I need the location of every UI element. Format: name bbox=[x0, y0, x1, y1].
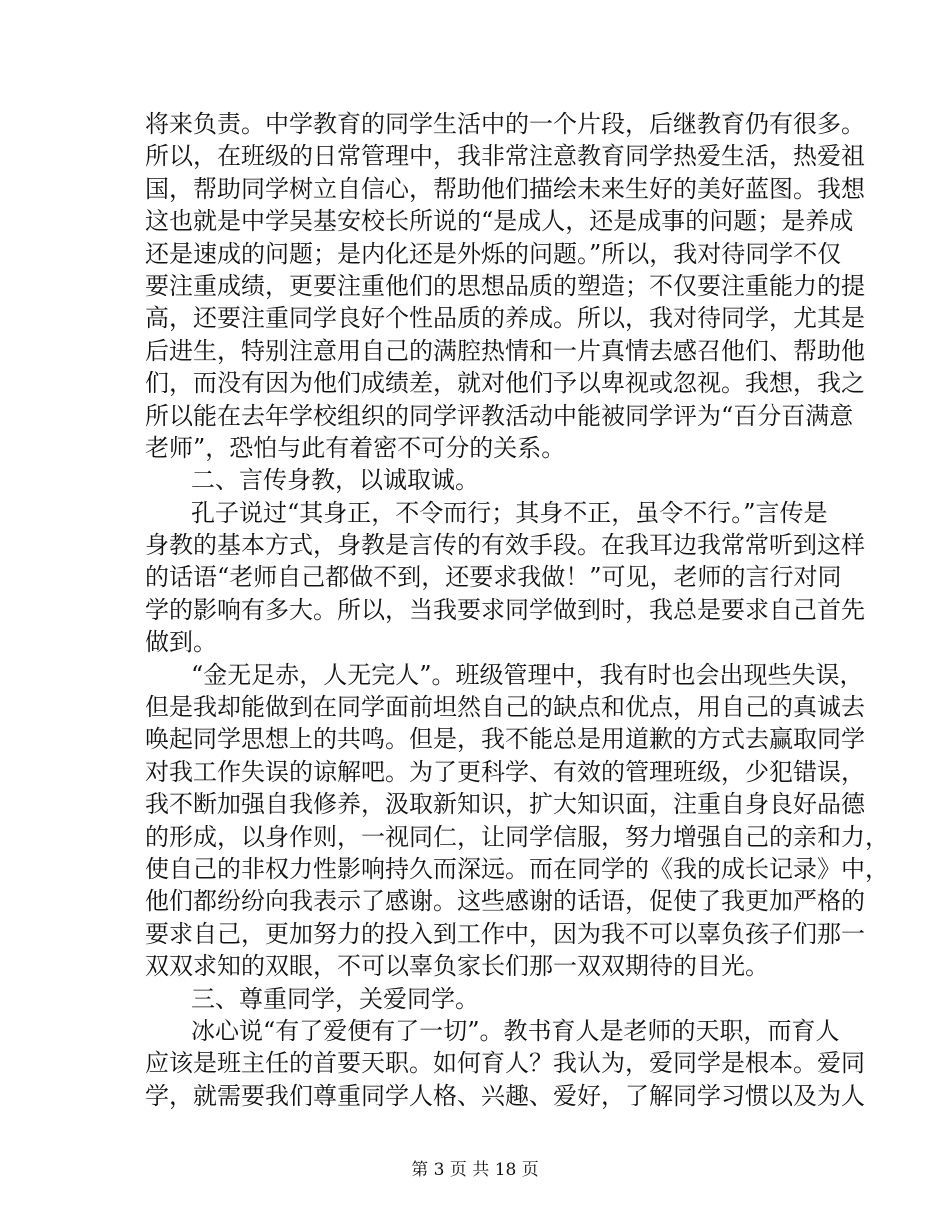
text-line: 使自己的非权力性影响持久而深远。而在同学的《我的成长记录》中， bbox=[145, 854, 889, 883]
section-heading: 二、言传身教，以诚取诚。 bbox=[191, 466, 479, 495]
text-line: 还是速成的问题；是内化还是外烁的问题。”所以，我对待同学不仅 bbox=[145, 239, 842, 268]
text-line: 冰心说“有了爱便有了一切”。教书育人是老师的天职，而育人 bbox=[191, 1016, 840, 1045]
text-line: 老师”，恐怕与此有着密不可分的关系。 bbox=[145, 433, 566, 462]
text-line: 做到。 bbox=[145, 628, 217, 657]
text-line: 将来负责。中学教育的同学生活中的一个片段，后继教育仍有很多。 bbox=[145, 110, 865, 138]
text-line: 学，就需要我们尊重同学人格、兴趣、爱好，了解同学习惯以及为人 bbox=[145, 1081, 865, 1110]
text-line: 这也就是中学吴基安校长所说的“是成人，还是成事的问题；是养成 bbox=[145, 207, 854, 236]
page-footer bbox=[0, 1155, 950, 1180]
text-line: 双双求知的双眼，不可以辜负家长们那一双双期待的目光。 bbox=[145, 952, 769, 981]
text-line: 唤起同学思想上的共鸣。但是，我不能总是用道歉的方式去赢取同学 bbox=[145, 725, 865, 754]
text-line: 所以能在去年学校组织的同学评教活动中能被同学评为“百分百满意 bbox=[145, 401, 854, 430]
text-line: 应该是班主任的首要天职。如何育人？我认为，爱同学是根本。爱同 bbox=[145, 1049, 865, 1078]
text-line: 的形成，以身作则，一视同仁，让同学信服，努力增强自己的亲和力， bbox=[145, 822, 889, 851]
text-line: 他们都纷纷向我表示了感谢。这些感谢的话语，促使了我更加严格的 bbox=[145, 887, 865, 916]
text-line: 对我工作失误的谅解吧。为了更科学、有效的管理班级，少犯错误， bbox=[145, 757, 865, 786]
text-line: 要求自己，更加努力的投入到工作中，因为我不可以辜负孩子们那一 bbox=[145, 919, 865, 948]
text-line: 所以，在班级的日常管理中，我非常注意教育同学热爱生活，热爱祖 bbox=[145, 142, 865, 171]
text-line: 身教的基本方式，身教是言传的有效手段。在我耳边我常常听到这样 bbox=[145, 531, 865, 560]
text-line: 孔子说过“其身正，不令而行；其身不正，虽令不行。”言传是 bbox=[191, 498, 828, 527]
page-number-label: 第 3 页 共 18 页 bbox=[411, 1160, 539, 1180]
text-line: 学的影响有多大。所以，当我要求同学做到时，我总是要求自己首先 bbox=[145, 595, 865, 624]
text-line: 的话语“老师自己都做不到，还要求我做！”可见，老师的言行对同 bbox=[145, 563, 842, 592]
text-line: 我不断加强自我修养，汲取新知识，扩大知识面，注重自身良好品德 bbox=[145, 790, 865, 819]
text-line: 国，帮助同学树立自信心，帮助他们描绘未来生好的美好蓝图。我想 bbox=[145, 174, 865, 203]
text-line: 后进生，特别注意用自己的满腔热情和一片真情去感召他们、帮助他 bbox=[145, 336, 865, 365]
text-line: 高，还要注重同学良好个性品质的养成。所以，我对待同学，尤其是 bbox=[145, 304, 865, 333]
text-line: 但是我却能做到在同学面前坦然自己的缺点和优点，用自己的真诚去 bbox=[145, 693, 865, 722]
text-line: 要注重成绩，更要注重他们的思想品质的塑造；不仅要注重能力的提 bbox=[145, 271, 865, 300]
section-heading: 三、尊重同学，关爱同学。 bbox=[191, 984, 479, 1013]
text-line: 们，而没有因为他们成绩差，就对他们予以卑视或忽视。我想，我之 bbox=[145, 369, 865, 398]
text-line: “金无足赤，人无完人”。班级管理中，我有时也会出现些失误， bbox=[191, 660, 864, 689]
document-body bbox=[145, 108, 889, 1112]
